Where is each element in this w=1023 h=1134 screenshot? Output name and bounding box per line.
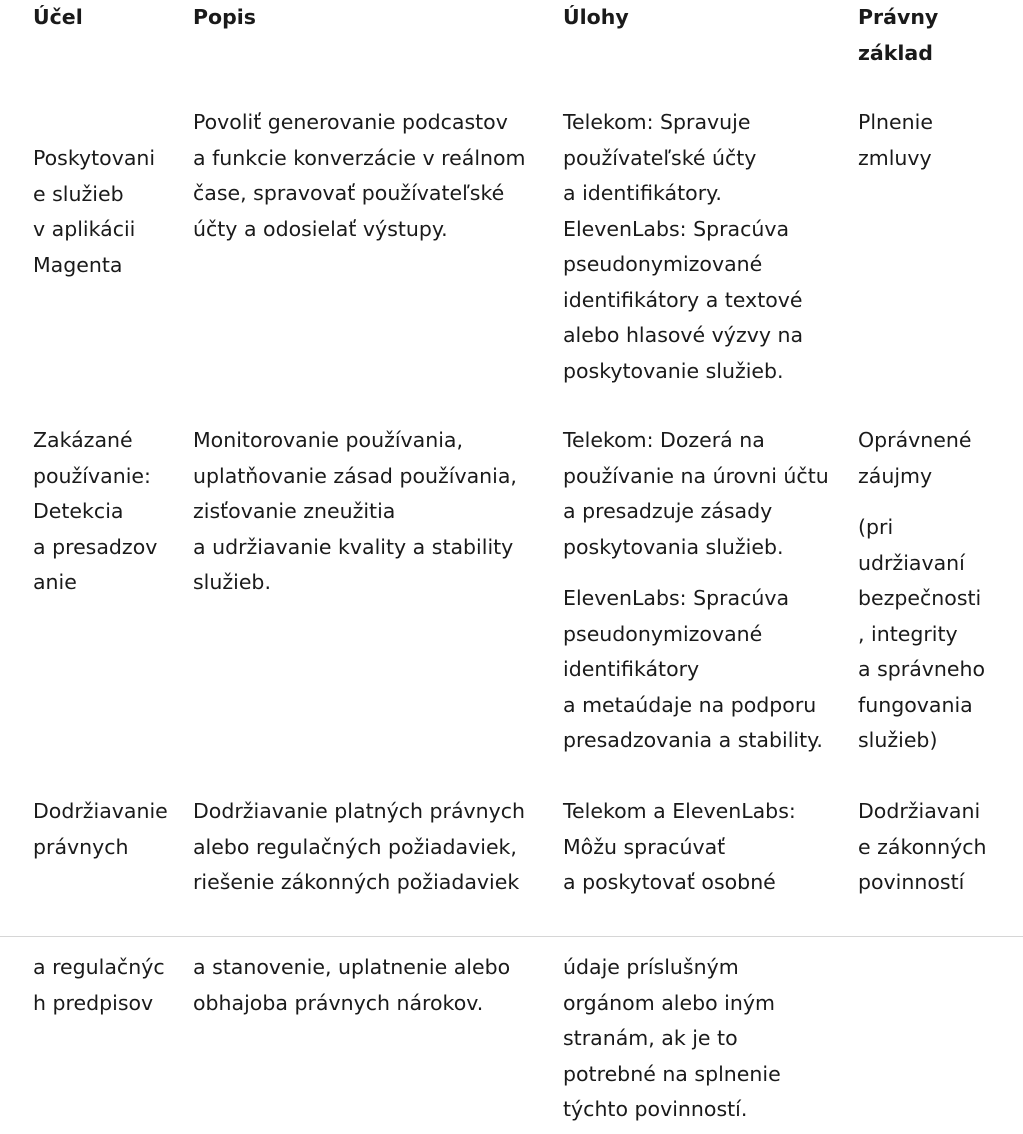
- header-description-label: Popis: [193, 5, 257, 29]
- text-line: orgánom alebo iným: [563, 990, 775, 1015]
- text-line: potrebné na splnenie: [563, 1061, 781, 1086]
- text-line: záujmy: [858, 463, 933, 488]
- row-3-legal-basis: [858, 794, 987, 901]
- text-line: týchto povinností.: [563, 1097, 748, 1121]
- header-purpose-label: Účel: [33, 5, 83, 29]
- text-line: a presadzuje zásady: [563, 499, 773, 523]
- row-2-purpose: [33, 423, 157, 601]
- header-legal-basis-line: základ: [858, 40, 933, 65]
- text-line: a presadzov: [33, 534, 158, 559]
- text-line: a regulačnýc: [33, 955, 165, 979]
- text-line: používanie na úrovni účtu: [563, 463, 829, 488]
- text-line: a poskytovať osobné: [563, 870, 776, 894]
- row-2-tasks: [563, 423, 829, 759]
- text-line: a identifikátory.: [563, 181, 722, 205]
- row-1-description: [193, 105, 526, 247]
- text-line: Monitorovanie používania,: [193, 428, 463, 452]
- text-line: a metaúdaje na podporu: [563, 692, 817, 717]
- paragraph-gap: [858, 494, 985, 510]
- text-line: alebo hlasové výzvy na: [563, 323, 804, 347]
- text-line: stranám, ak je to: [563, 1026, 738, 1050]
- header-tasks-label: Úlohy: [563, 5, 629, 29]
- text-line: obhajoba právnych nárokov.: [193, 990, 484, 1015]
- row-3-description: [193, 794, 525, 901]
- row-2-legal-basis: [858, 423, 985, 759]
- page-break-divider: [0, 936, 1023, 937]
- row-1-tasks: [563, 105, 803, 389]
- row-3-description-continued: [193, 950, 510, 1021]
- text-line: identifikátory: [563, 657, 700, 681]
- text-line: alebo regulačných požiadaviek,: [193, 834, 517, 859]
- text-line: Poskytovani: [33, 146, 156, 170]
- row-1-purpose: [33, 141, 155, 283]
- text-line: bezpečnosti: [858, 586, 982, 610]
- text-line: Telekom: Dozerá na: [563, 428, 765, 452]
- text-line: Telekom a ElevenLabs:: [563, 799, 796, 823]
- text-line: v aplikácii: [33, 217, 136, 241]
- text-line: (pri: [858, 515, 894, 539]
- text-line: Magenta: [33, 252, 123, 277]
- row-3-purpose: [33, 794, 168, 865]
- text-line: riešenie zákonných požiadaviek: [193, 870, 520, 894]
- text-line: identifikátory a textové: [563, 287, 803, 312]
- text-line: právnych: [33, 834, 129, 859]
- text-line: uplatňovanie zásad používania,: [193, 463, 517, 488]
- text-line: Dodržiavani: [858, 799, 981, 823]
- text-line: anie: [33, 570, 77, 594]
- text-line: h predpisov: [33, 990, 154, 1015]
- text-line: Oprávnené: [858, 428, 972, 452]
- text-line: Dodržiavanie: [33, 799, 168, 823]
- text-line: Môžu spracúvať: [563, 834, 726, 859]
- text-line: zmluvy: [858, 145, 932, 170]
- text-line: Zakázané: [33, 428, 133, 452]
- header-legal-basis-line: Právny: [858, 5, 939, 29]
- text-line: poskytovania služieb.: [563, 534, 784, 559]
- text-line: presadzovania a stability.: [563, 728, 823, 752]
- text-line: poskytovanie služieb.: [563, 358, 784, 383]
- text-line: a správneho: [858, 657, 986, 681]
- text-line: ElevenLabs: Spracúva: [563, 216, 790, 241]
- row-2-description: [193, 423, 517, 601]
- text-line: účty a odosielať výstupy.: [193, 216, 448, 241]
- text-line: a udržiavanie kvality a stability: [193, 534, 514, 559]
- text-line: pseudonymizované: [563, 252, 763, 276]
- row-3-purpose-continued: [33, 950, 165, 1021]
- text-line: Povoliť generovanie podcastov: [193, 110, 508, 134]
- text-line: služieb.: [193, 570, 271, 594]
- text-line: údaje príslušným: [563, 955, 739, 979]
- text-line: Detekcia: [33, 499, 124, 523]
- text-line: udržiavaní: [858, 550, 965, 575]
- text-line: používanie:: [33, 463, 151, 488]
- text-line: e služieb: [33, 181, 124, 206]
- text-line: služieb): [858, 728, 938, 752]
- text-line: pseudonymizované: [563, 621, 763, 646]
- header-tasks: [563, 0, 629, 36]
- header-description: [193, 0, 256, 36]
- row-3-tasks-continued: [563, 950, 781, 1128]
- row-3-tasks: [563, 794, 796, 901]
- header-purpose: [33, 0, 83, 36]
- text-line: Telekom: Spravuje: [563, 110, 751, 134]
- text-line: Dodržiavanie platných právnych: [193, 799, 526, 823]
- text-line: e zákonných: [858, 834, 987, 859]
- text-line: a stanovenie, uplatnenie alebo: [193, 955, 511, 979]
- text-line: zisťovanie zneužitia: [193, 499, 396, 523]
- text-line: , integrity: [858, 621, 958, 646]
- paragraph-gap: [563, 565, 829, 581]
- text-line: povinností: [858, 870, 965, 894]
- text-line: čase, spravovať používateľské: [193, 181, 505, 205]
- text-line: a funkcie konverzácie v reálnom: [193, 145, 526, 170]
- row-1-legal-basis: [858, 105, 933, 176]
- header-legal-basis: [858, 0, 938, 71]
- text-line: ElevenLabs: Spracúva: [563, 586, 790, 610]
- text-line: používateľské účty: [563, 145, 757, 170]
- text-line: fungovania: [858, 692, 973, 717]
- text-line: Plnenie: [858, 110, 933, 134]
